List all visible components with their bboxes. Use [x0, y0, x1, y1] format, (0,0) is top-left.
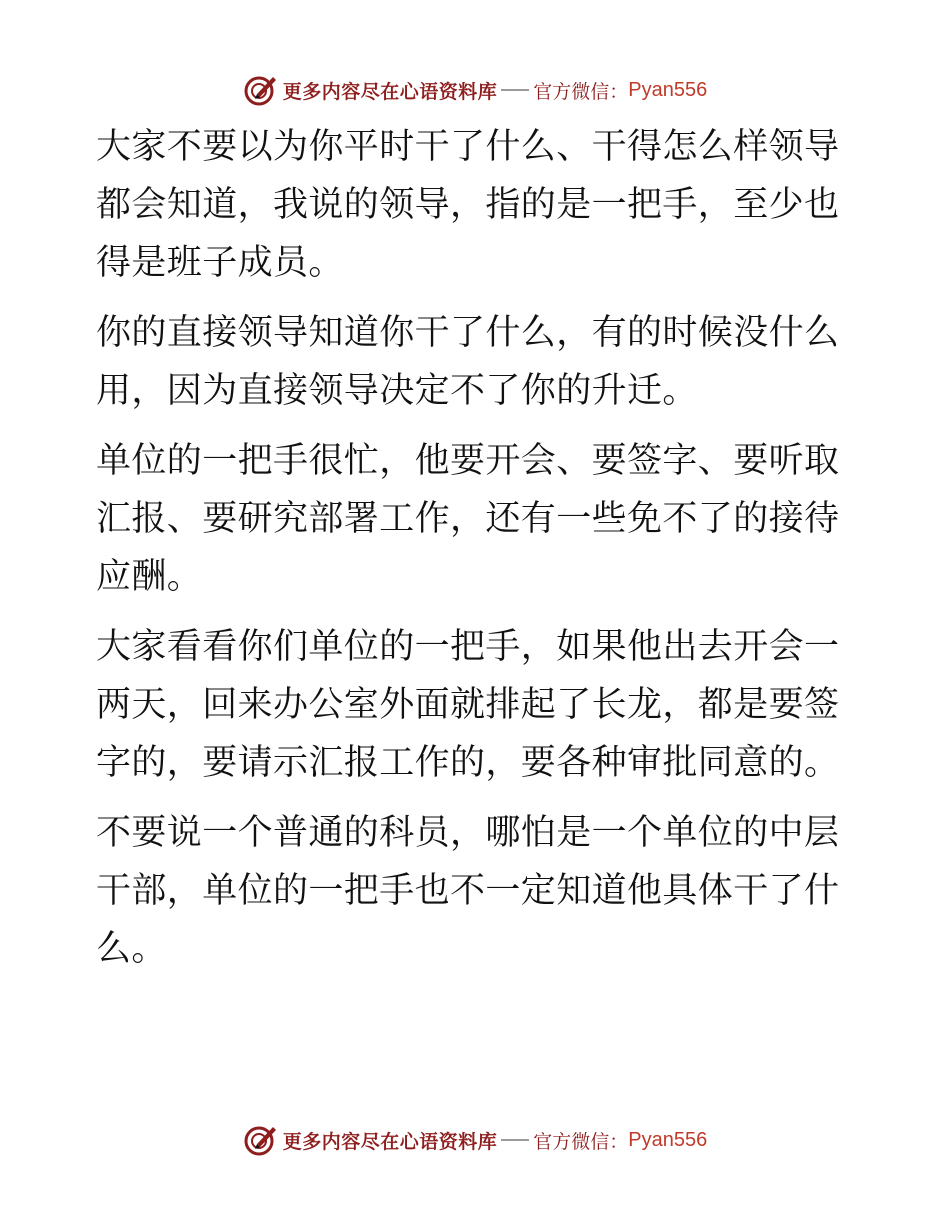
document-body	[96, 118, 856, 990]
banner-wechat-label: 官方微信：	[533, 80, 629, 103]
banner-wechat-id: Pyan556	[628, 78, 708, 101]
banner-divider	[501, 89, 529, 91]
banner-wechat-id: Pyan556	[628, 1128, 708, 1151]
paragraph: 单位的一把手很忙，他要开会、要签字、要听取汇报、要研究部署工作，还有一些免不了的接待应酬。	[96, 441, 840, 597]
pen-logo-icon	[243, 72, 279, 108]
banner-wechat-label: 官方微信：	[533, 1130, 629, 1153]
banner-title: 更多内容尽在心语资料库	[282, 1130, 498, 1153]
paragraph: 不要说一个普通的科员，哪怕是一个单位的中层干部，单位的一把手也不一定知道他具体干了什么。	[96, 813, 840, 969]
pen-logo-icon	[243, 1122, 279, 1158]
paragraph: 大家不要以为你平时干了什么、干得怎么样领导都会知道，我说的领导，指的是一把手，至少也得是班子成员。	[96, 127, 840, 283]
banner-divider	[501, 1139, 529, 1141]
banner-title: 更多内容尽在心语资料库	[282, 80, 498, 103]
paragraph: 大家看看你们单位的一把手，如果他出去开会一两天，回来办公室外面就排起了长龙，都是要签字的，要请示汇报工作的，要各种审批同意的。	[96, 627, 840, 783]
footer-banner	[0, 1120, 950, 1160]
paragraph: 你的直接领导知道你干了什么，有的时候没什么用，因为直接领导决定不了你的升迁。	[96, 313, 840, 411]
header-banner	[0, 70, 950, 110]
